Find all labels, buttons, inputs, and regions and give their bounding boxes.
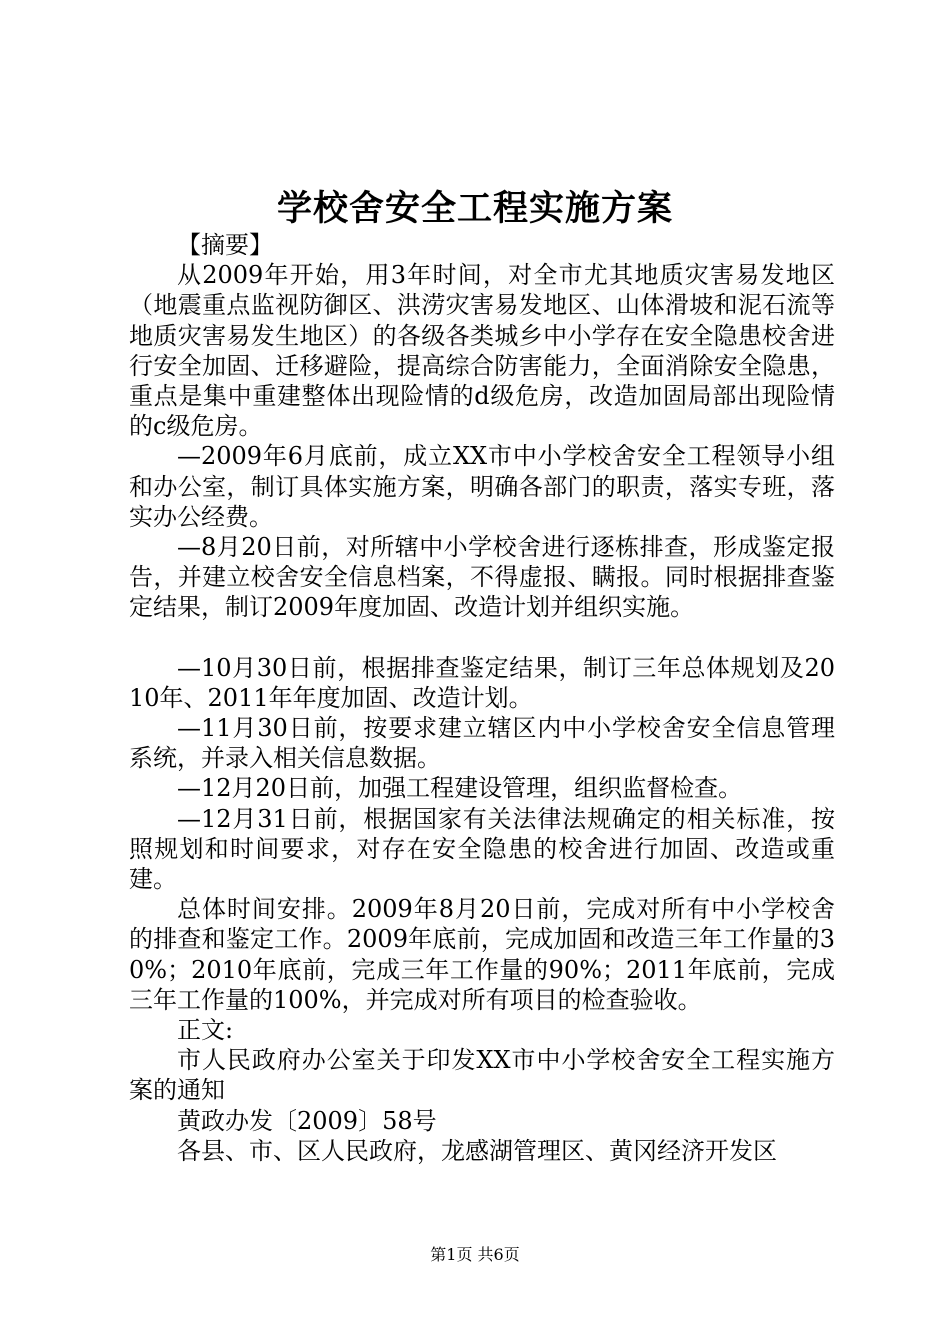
page-number: 第1页 共6页 <box>430 1245 520 1264</box>
timeline-item: —8月20日前，对所辖中小学校舍进行逐栋排查，形成鉴定报告，并建立校舍安全信息档案，不得虚报、瞒报。同时根据排查鉴定结果，制订2009年度加固、改造计划并组织实施。 <box>129 533 835 622</box>
body-label: 正文: <box>177 1016 234 1045</box>
notice-title: 市人民政府办公室关于印发XX市中小学校舍安全工程实施方案的通知 <box>129 1046 835 1105</box>
abstract-label: 【摘要】 <box>177 231 273 259</box>
timeline-item: —10月30日前，根据排查鉴定结果，制订三年总体规划及2010年、2011年年度加固、改造计划。 <box>129 653 835 712</box>
timeline-item: —12月20日前，加强工程建设管理，组织监督检查。 <box>177 774 743 803</box>
addressee-line: 各县、市、区人民政府，龙感湖管理区、黄冈经济开发区 <box>177 1136 777 1165</box>
document-body <box>129 230 835 1166</box>
timeline-item: —12月31日前，根据国家有关法律法规确定的相关标准，按照规划和时间要求，对存在安全隐患的校舍进行加固、改造或重建。 <box>129 804 835 894</box>
document-title: 学校舍安全工程实施方案 <box>276 188 673 229</box>
document-number: 黄政办发〔2009〕58号 <box>177 1106 437 1135</box>
timeline-item: —2009年6月底前，成立XX市中小学校舍安全工程领导小组和办公室，制订具体实施方案，明确各部门的职责，落实专班，落实办公经费。 <box>129 442 835 531</box>
blank-line <box>129 623 835 653</box>
abstract-paragraph: 从2009年开始，用3年时间，对全市尤其地质灾害易发地区（地震重点监视防御区、洪涝灾害易发地区、山体滑坡和泥石流等地质灾害易发生地区）的各级各类城乡中小学存在安全隐患校舍进行安全加固、迁移避险，提高综合防害能力，全面消除安全隐患，重点是集中重建整体出现险情的d级危房，改造加固局部出现险情的c级危房。 <box>129 261 835 441</box>
timeline-item: —11月30日前，按要求建立辖区内中小学校舍安全信息管理系统，并录入相关信息数据。 <box>129 714 835 773</box>
schedule-summary: 总体时间安排。2009年8月20日前，完成对所有中小学校舍的排查和鉴定工作。2009年底前，完成加固和改造三年工作量的30%；2010年底前，完成三年工作量的90%；2011年底前，完成三年工作量的100%，并完成对所有项目的检查验收。 <box>129 895 835 1014</box>
